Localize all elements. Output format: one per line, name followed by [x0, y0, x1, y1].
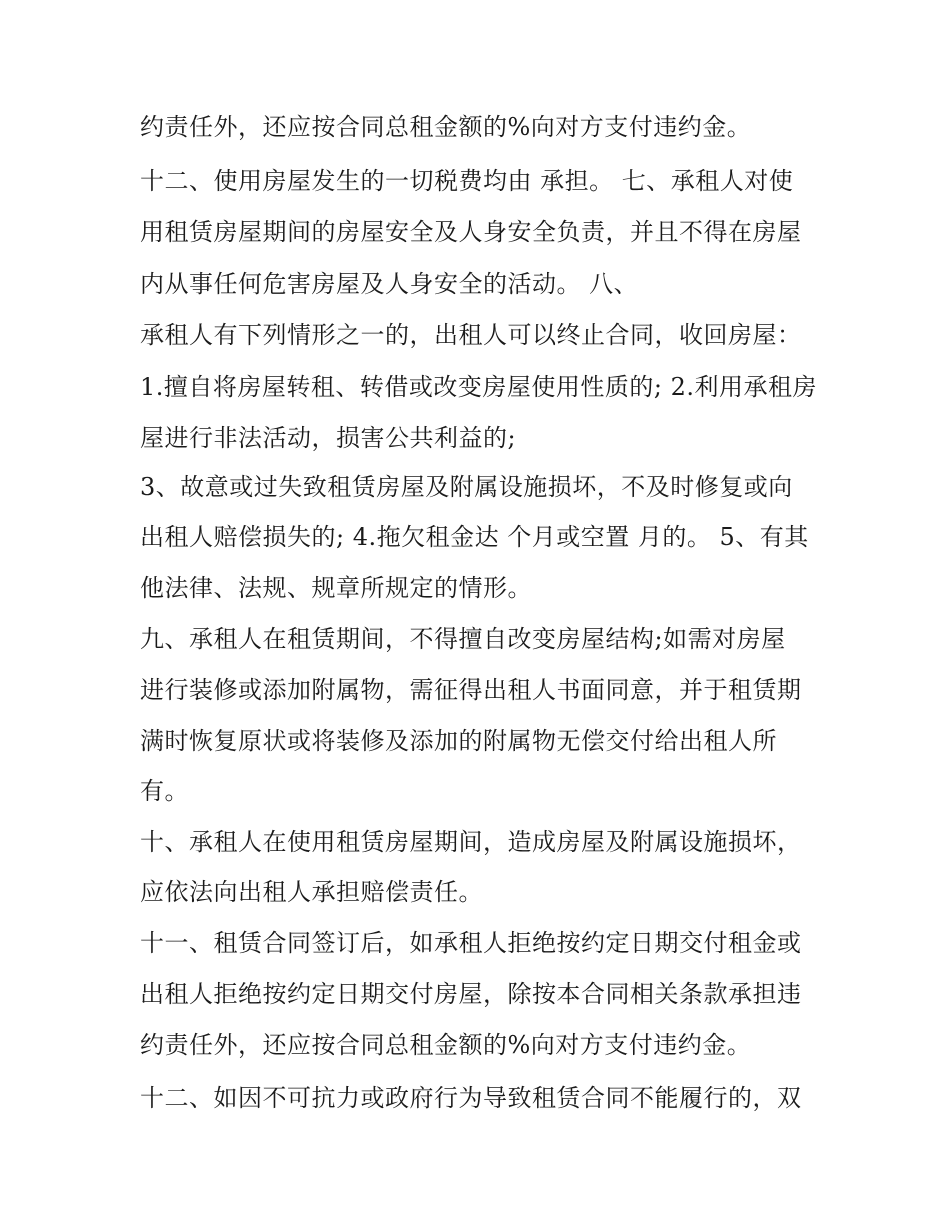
text-line: 约责任外，还应按合同总租金额的%向对方支付违约金。	[140, 113, 752, 141]
text-line: 十二、如因不可抗力或政府行为导致租赁合同不能履行的，双	[140, 1084, 802, 1112]
text-line: 九、承租人在租赁期间，不得擅自改变房屋结构;如需对房屋	[140, 625, 786, 653]
text-line: 承租人有下列情形之一的，出租人可以终止合同，收回房屋：	[140, 321, 802, 349]
text-line: 1.擅自将房屋转租、转借或改变房屋使用性质的; 2.利用承租房	[140, 373, 818, 401]
text-line: 应依法向出租人承担赔偿责任。	[140, 878, 483, 906]
text-line: 进行装修或添加附属物，需征得出租人书面同意，并于租赁期	[140, 676, 802, 704]
text-line: 用租赁房屋期间的房屋安全及人身安全负责，并且不得在房屋	[140, 218, 802, 246]
text-line: 十二、使用房屋发生的一切税费均由 承担。 七、承租人对使	[140, 167, 794, 195]
text-line: 十一、租赁合同签订后，如承租人拒绝按约定日期交付租金或	[140, 929, 802, 957]
text-line: 3、故意或过失致租赁房屋及附属设施损坏，不及时修复或向	[140, 473, 793, 501]
text-line: 出租人拒绝按约定日期交付房屋，除按本合同相关条款承担违	[140, 980, 802, 1008]
text-line: 出租人赔偿损失的; 4.拖欠租金达 个月或空置 月的。 5、有其	[140, 523, 809, 551]
text-line: 约责任外，还应按合同总租金额的%向对方支付违约金。	[140, 1031, 752, 1059]
text-line: 满时恢复原状或将装修及添加的附属物无偿交付给出租人所	[140, 727, 777, 755]
text-line: 屋进行非法活动，损害公共利益的;	[140, 424, 517, 452]
text-line: 内从事任何危害房屋及人身安全的活动。 八、	[140, 270, 639, 298]
text-line: 他法律、法规、规章所规定的情形。	[140, 574, 532, 602]
text-line: 有。	[140, 777, 189, 805]
text-line: 十、承租人在使用租赁房屋期间，造成房屋及附属设施损坏，	[140, 828, 802, 856]
